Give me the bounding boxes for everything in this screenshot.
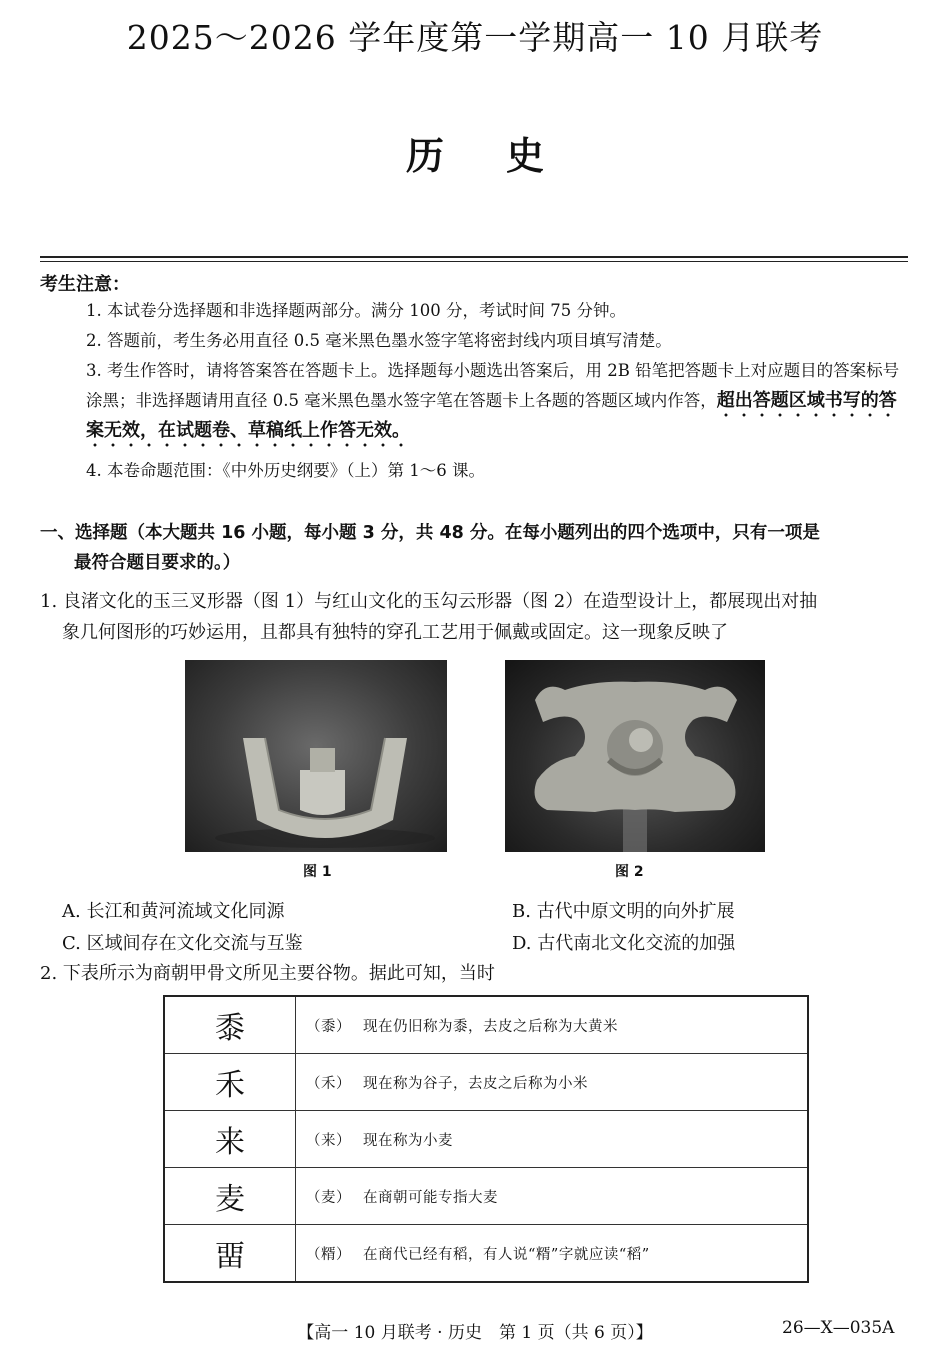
table-row [164,1054,808,1111]
grain-char: （来） [306,1132,351,1149]
table-cell [296,996,809,1054]
oracle-glyph-icon: 黍 [164,996,296,1054]
table-cell [296,1168,809,1225]
notice-item-2: 2. 答题前，考生务必用直径 0.5 毫米黑色墨水签字笔将密封线内项目填写清楚。 [86,331,672,350]
question-1-option-c[interactable]: C. 区域间存在文化交流与互鉴 [62,933,303,954]
grain-desc: 现在称为小麦 [363,1132,453,1149]
section-heading-line2: 最符合题目要求的。） [74,553,241,573]
section-heading-line1: 一、选择题（本大题共 16 小题，每小题 3 分，共 48 分。在每小题列出的四个选项中，只有一项是 [40,523,820,543]
question-1-line2: 象几何图形的巧妙运用，且都具有独特的穿孔工艺用于佩戴或固定。这一现象反映了 [62,622,728,643]
question-1-line1: 1. 良渚文化的玉三叉形器（图 1）与红山文化的玉勾云形器（图 2）在造型设计上，都展现出对抽 [40,591,818,612]
notice-item-3 [86,356,910,446]
figure-2-caption: 图 2 [615,864,644,880]
grain-char: （糈） [306,1246,351,1263]
figure-2-image [505,660,765,852]
table-row [164,1225,808,1283]
notice-heading: 考生注意： [40,274,130,295]
paper-code: 26—X—035A [782,1318,895,1338]
table-cell [296,1054,809,1111]
question-1-stem [40,586,915,648]
question-1-option-d[interactable]: D. 古代南北文化交流的加强 [512,933,736,954]
oracle-glyph-icon: 来 [164,1111,296,1168]
notice-item-1: 1. 本试卷分选择题和非选择题两部分。满分 100 分，考试时间 75 分钟。 [86,301,626,320]
question-1-option-a[interactable]: A. 长江和黄河流域文化同源 [62,901,285,922]
oracle-glyph-icon: 麦 [164,1168,296,1225]
figure-1-image [185,660,447,852]
notice-emphasis: 超出答题区域书写的答案无效，在试题卷、草稿纸上作答无效。 [86,390,897,449]
grain-table [163,995,809,1283]
table-row [164,1111,808,1168]
grain-char: （禾） [306,1075,351,1092]
oracle-glyph-icon: 禾 [164,1054,296,1111]
figure-1-caption: 图 1 [303,864,332,880]
page-footer: 【高一 10 月联考 · 历史 第 1 页（共 6 页）】 [297,1323,653,1343]
subject-title: 历史 [405,133,606,178]
question-2-stem: 2. 下表所示为商朝甲骨文所见主要谷物。据此可知，当时 [40,963,495,984]
oracle-glyph-icon: 畱 [164,1225,296,1283]
figure-1-jade-trident [185,660,447,852]
divider-thick [40,256,908,258]
table-row [164,1168,808,1225]
grain-desc: 在商代已经有稻，有人说“糈”字就应读“稻” [363,1246,650,1263]
divider-thin [40,261,908,262]
figure-2-jade-cloud [505,660,765,852]
question-1-option-b[interactable]: B. 古代中原文明的向外扩展 [512,901,735,922]
section-heading [40,518,915,578]
grain-desc: 在商朝可能专指大麦 [363,1189,498,1206]
grain-desc: 现在称为谷子，去皮之后称为小米 [363,1075,588,1092]
table-row [164,996,808,1054]
exam-title: 2025～2026 学年度第一学期高一 10 月联考 [126,18,824,57]
notice-item-4: 4. 本卷命题范围：《中外历史纲要》（上）第 1～6 课。 [86,461,485,480]
table-cell [296,1225,809,1283]
table-cell [296,1111,809,1168]
grain-char: （黍） [306,1018,351,1035]
grain-char: （麦） [306,1189,351,1206]
notice-item-3-text: 3. 考生作答时，请将答案答在答题卡上。选择题每小题选出答案后，用 2B 铅笔把答题卡上对应题目的答案标号涂黑；非选择题请用直径 0.5 毫米黑色墨水签字笔在答题卡上各题的答题区域内作答， [86,361,900,410]
grain-desc: 现在仍旧称为黍，去皮之后称为大黄米 [363,1018,618,1035]
